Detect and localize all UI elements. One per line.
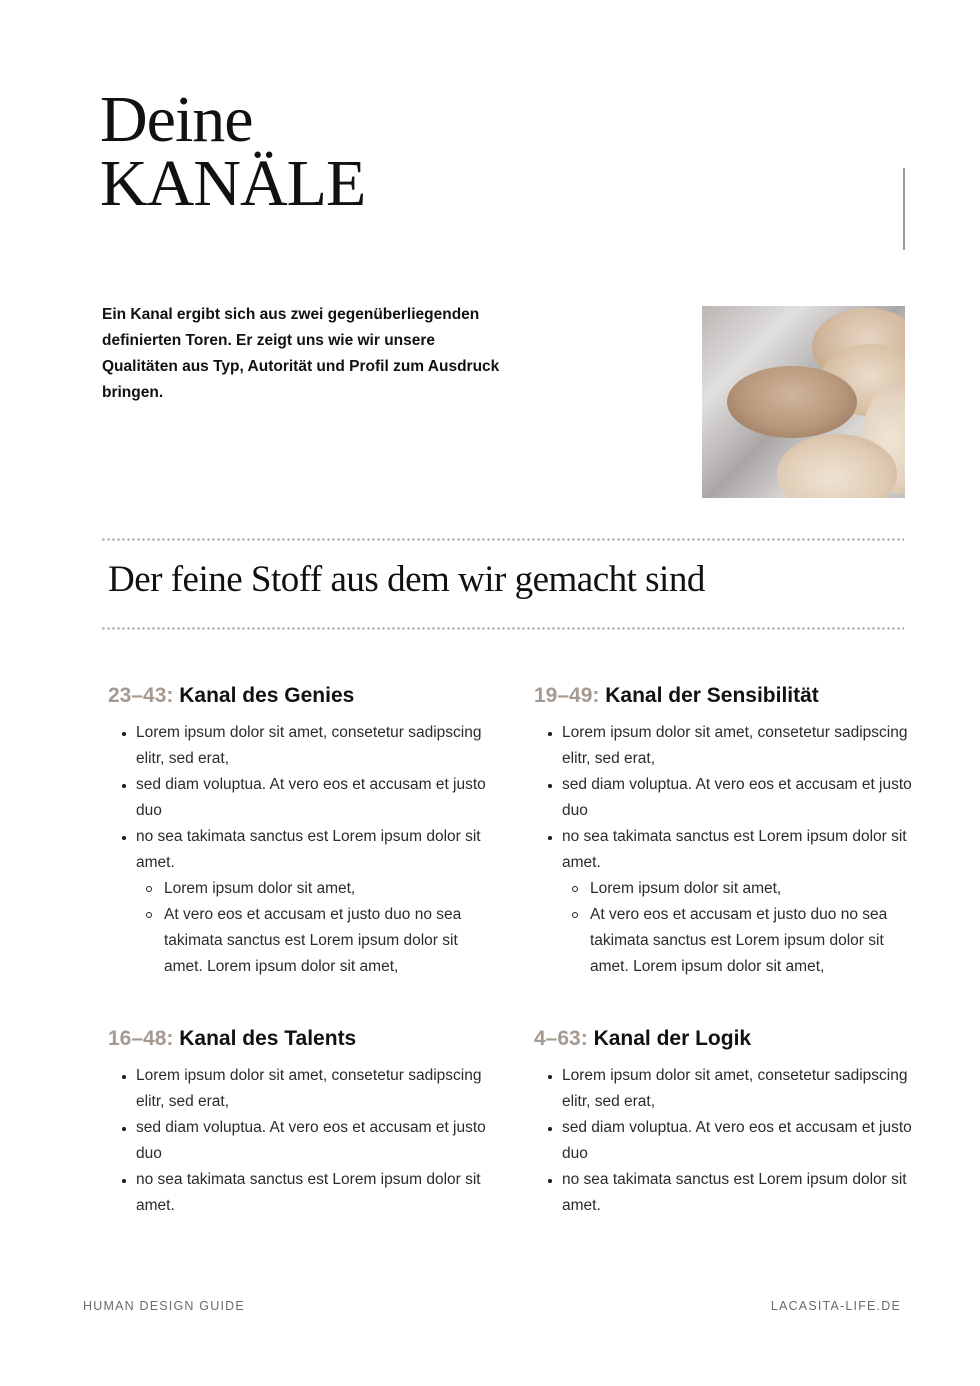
channel-number: 23–43: xyxy=(108,684,174,707)
list-item: Lorem ipsum dolor sit amet, consetetur sadipscing elitr, sed erat, xyxy=(136,720,488,772)
list-item: sed diam voluptua. At vero eos et accusam et justo duo xyxy=(136,1115,488,1167)
channel-sublist xyxy=(562,876,914,980)
dotted-divider-top xyxy=(101,538,904,541)
channel-name: Kanal der Logik xyxy=(593,1027,752,1050)
sublist-item: At vero eos et accusam et justo duo no sea takimata sanctus est Lorem ipsum dolor sit amet. Lorem ipsum dolor sit amet, xyxy=(590,902,914,980)
list-item: Lorem ipsum dolor sit amet, consetetur sadipscing elitr, sed erat, xyxy=(562,720,914,772)
footer-website: LACASITA-LIFE.DE xyxy=(770,1299,901,1313)
vertical-divider xyxy=(903,168,905,250)
title-line-2: KANÄLE xyxy=(100,147,366,220)
sublist-item: At vero eos et accusam et justo duo no sea takimata sanctus est Lorem ipsum dolor sit amet. Lorem ipsum dolor sit amet, xyxy=(164,902,488,980)
channel-name: Kanal der Sensibilität xyxy=(605,684,819,707)
sublist-item: Lorem ipsum dolor sit amet, xyxy=(590,876,914,902)
channel-name: Kanal des Genies xyxy=(179,684,355,707)
macarons-photo xyxy=(702,306,905,498)
channel-4-63 xyxy=(534,1025,914,1219)
channel-list xyxy=(534,1063,914,1219)
title-line-1: Deine xyxy=(100,83,253,156)
channel-list xyxy=(534,720,914,980)
list-item: no sea takimata sanctus est Lorem ipsum dolor sit amet. Lorem ipsum dolor sit amet, At vero eos et accusam et justo duo no sea takimata sanctus est Lorem ipsum dolor sit amet. Lorem ipsum dolor sit amet, xyxy=(136,824,488,980)
list-item: no sea takimata sanctus est Lorem ipsum dolor sit amet. Lorem ipsum dolor sit amet, At vero eos et accusam et justo duo no sea takimata sanctus est Lorem ipsum dolor sit amet. Lorem ipsum dolor sit amet, xyxy=(562,824,914,980)
section-subtitle: Der feine Stoff aus dem wir gemacht sind xyxy=(108,559,705,600)
channel-heading xyxy=(108,1025,488,1053)
list-item: no sea takimata sanctus est Lorem ipsum dolor sit amet. xyxy=(562,1167,914,1219)
footer-guide-label: HUMAN DESIGN GUIDE xyxy=(83,1299,245,1313)
list-item: sed diam voluptua. At vero eos et accusam et justo duo xyxy=(562,1115,914,1167)
channel-16-48 xyxy=(108,1025,488,1219)
channel-number: 4–63: xyxy=(534,1027,588,1050)
list-item: sed diam voluptua. At vero eos et accusam et justo duo xyxy=(562,772,914,824)
channel-sublist xyxy=(136,876,488,980)
dotted-divider-bottom xyxy=(101,627,904,630)
page-title xyxy=(100,83,366,220)
intro-text: Ein Kanal ergibt sich aus zwei gegenüberliegenden definierten Toren. Er zeigt uns wie wir unsere Qualitäten aus Typ, Autorität und Profil zum Ausdruck bringen. xyxy=(102,306,500,401)
channel-heading xyxy=(108,682,488,710)
channel-list xyxy=(108,720,488,980)
channel-number: 19–49: xyxy=(534,684,600,707)
channel-heading xyxy=(534,1025,914,1053)
channel-heading xyxy=(534,682,914,710)
list-item: no sea takimata sanctus est Lorem ipsum dolor sit amet. xyxy=(136,1167,488,1219)
list-item: sed diam voluptua. At vero eos et accusam et justo duo xyxy=(136,772,488,824)
channel-number: 16–48: xyxy=(108,1027,174,1050)
channel-list xyxy=(108,1063,488,1219)
channel-name: Kanal des Talents xyxy=(179,1027,357,1050)
channel-19-49 xyxy=(534,682,914,980)
sublist-item: Lorem ipsum dolor sit amet, xyxy=(164,876,488,902)
list-item: Lorem ipsum dolor sit amet, consetetur sadipscing elitr, sed erat, xyxy=(562,1063,914,1115)
channel-23-43 xyxy=(108,682,488,980)
list-item: Lorem ipsum dolor sit amet, consetetur sadipscing elitr, sed erat, xyxy=(136,1063,488,1115)
